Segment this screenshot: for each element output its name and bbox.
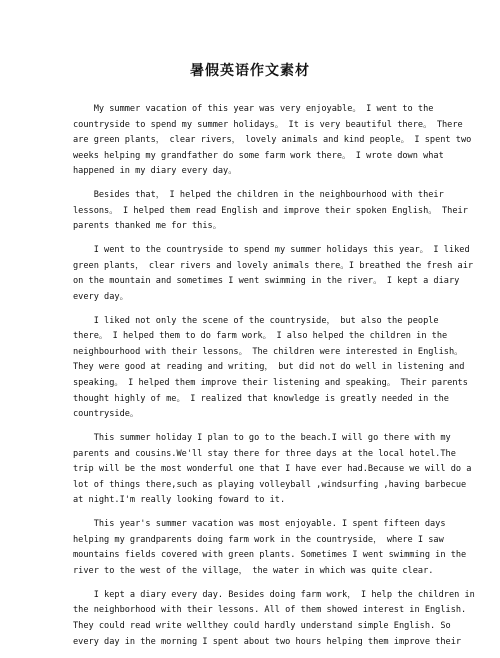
text-line: the neighborhood with their lessons. All of them showed interest in English. — [73, 605, 467, 616]
paragraph — [73, 243, 474, 305]
text-line: Besides that， I helped the children in the neighbourhood with their — [73, 190, 444, 201]
paragraph — [73, 188, 468, 235]
text-line: on the mountain and sometimes I went swimming in the river。 I kept a diary — [73, 276, 460, 287]
text-line: at night.I'm really looking foward to it. — [73, 495, 286, 506]
text-line: happened in my diary every day。 — [73, 166, 237, 177]
text-line: trip will be the most wonderful one that I have ever had.Because we will do a — [73, 464, 472, 475]
text-line: thought highly of me。 I realized that knowledge is greatly needed in the — [73, 393, 449, 404]
text-line: green plants， clear rivers and lovely animals there。I breathed the fresh air — [73, 260, 474, 271]
text-line: This year's summer vacation was most enjoyable. I spent fifteen days — [73, 519, 446, 530]
paragraph — [73, 517, 467, 579]
text-line: helping my grandparents doing farm work in the countryside， where I saw — [73, 534, 444, 545]
text-line: mountains fields covered with green plants. Sometimes I went swimming in the — [73, 550, 467, 561]
paragraph — [73, 431, 472, 509]
text-line: I went to the countryside to spend my summer holidays this year。 I liked — [73, 245, 470, 256]
text-line: weeks helping my grandfather do some farm work there。 I wrote down what — [73, 150, 444, 161]
document-body — [73, 102, 475, 658]
text-line: countryside。 — [73, 409, 139, 420]
text-line: neighbourhood with their lessons。 The children were interested in English。 — [73, 346, 463, 357]
document-title: 暑假英语作文素材 — [190, 63, 310, 79]
text-line: I kept a diary every day. Besides doing farm work， I help the children in — [73, 589, 475, 600]
text-line: My summer vacation of this year was very enjoyable。 I went to the — [73, 104, 434, 114]
text-line: I liked not only the scene of the countryside， but also the people — [73, 315, 439, 326]
paragraph — [73, 102, 472, 180]
text-line: every day in the morning I spent about two hours helping them improve their — [73, 636, 462, 647]
text-line: They could read write wellthey could hardly understand simple English. So — [73, 620, 451, 631]
text-line: countryside to spend my summer holidays。 It is very beautiful there。 There — [73, 119, 463, 130]
paragraph — [73, 314, 468, 423]
text-line: lot of things there,such as playing volleyball ,windsurfing ,having barbecue — [73, 479, 467, 490]
text-line: river to the west of the village， the water in which was quite clear. — [73, 565, 434, 576]
text-line: lessons。 I helped them read English and improve their spoken English。 Their — [73, 205, 468, 216]
text-line: every day。 — [73, 291, 129, 302]
text-line: They were good at reading and writing， but did not do well in listening and — [73, 362, 465, 373]
text-line: parents thanked me for this。 — [73, 221, 222, 232]
text-line: are green plants， clear rivers， lovely animals and kind people。 I spent two — [73, 135, 472, 146]
text-line: parents and cousins.We'll stay there for three days at the local hotel.The — [73, 448, 456, 459]
text-line: This summer holiday I plan to go to the beach.I will go there with my — [73, 433, 451, 444]
text-line: speaking。 I helped them improve their listening and speaking。 Their parents — [73, 378, 468, 389]
paragraph — [73, 588, 475, 650]
text-line: there。 I helped them to do farm work。 I also helped the children in the — [73, 331, 448, 342]
